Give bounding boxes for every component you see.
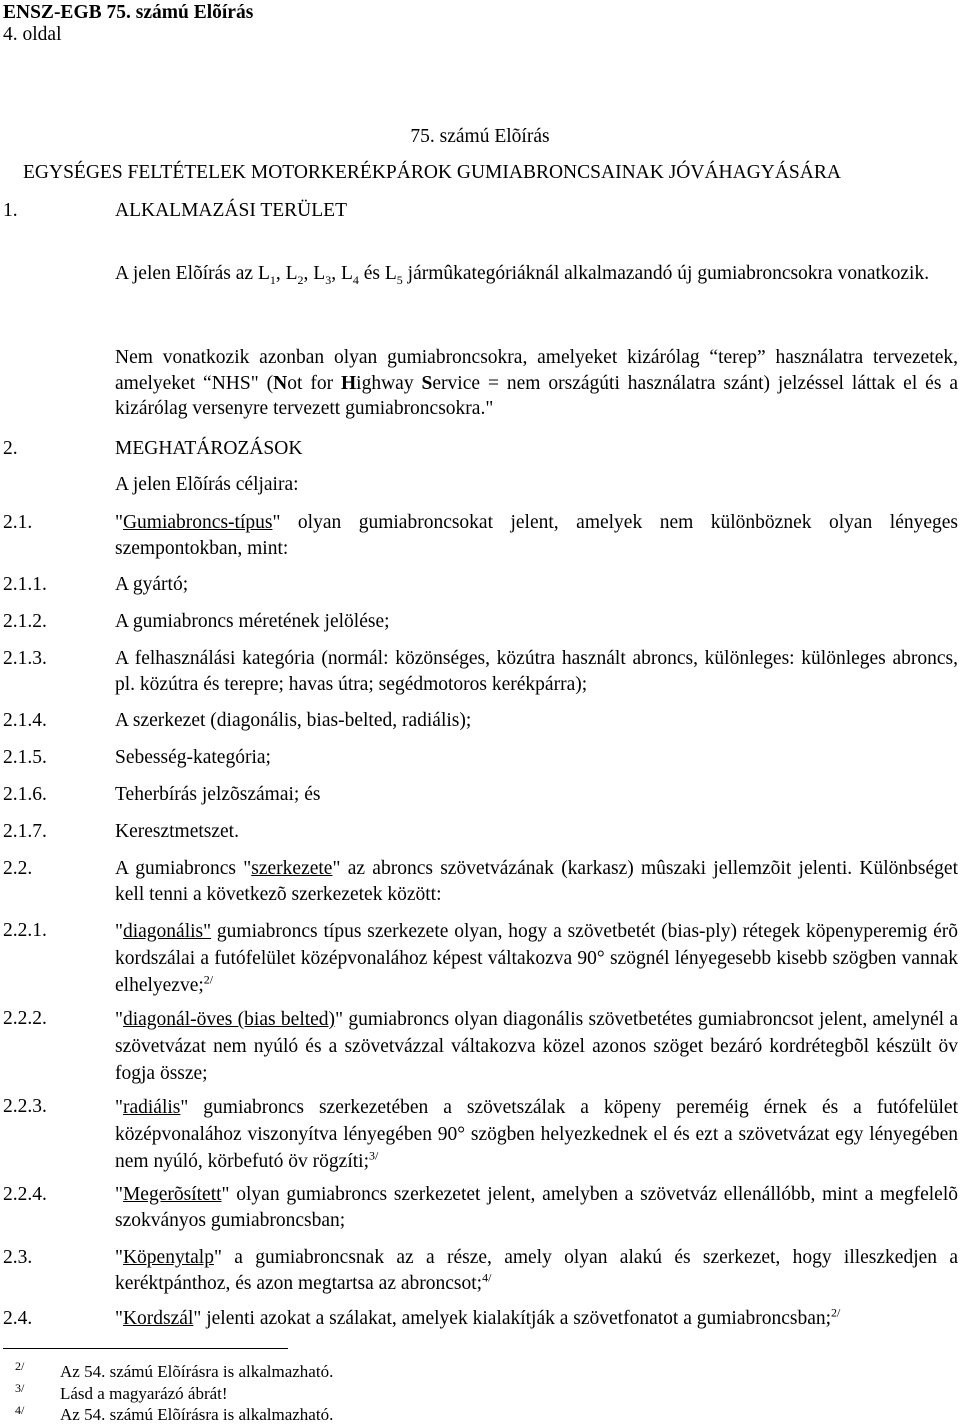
item-2-2-4-number: 2.2.4.	[3, 1184, 47, 1205]
item-2-1-5-text: Sebesség-kategória;	[115, 747, 271, 768]
item-2-4-text: "Kordszál" jelenti azokat a szálakat, amelyek kialakítják a szövetfonatot a gumiabroncsban;$^{2/}$	[115, 1305, 841, 1329]
regulation-title: EGYSÉGES FELTÉTELEK MOTORKERÉKPÁROK GUMIABRONCSAINAK JÓVÁHAGYÁSÁRA	[23, 162, 841, 183]
regulation-number: 75. számú Elõírás	[410, 126, 550, 147]
footnote-divider	[3, 1348, 288, 1349]
item-2-1-number: 2.1.	[3, 512, 33, 533]
item-2-2-2-number: 2.2.2.	[3, 1008, 47, 1029]
section-2-number: 2.	[3, 438, 18, 459]
item-2-1-3-text: A felhasználási kategória (normál: közönséges, közútra használt abroncs, különleges: különleges abroncs, pl. közútra és terepre; havas útra; segédmotoros kerékpárra);	[115, 648, 958, 695]
footnote-ref: 2/	[203, 972, 214, 987]
scope-paragraph-1: A jelen Elõírás az $L_1$, $L_2$, $L_3$, $L_4$ és $L_5$ jármûkategóriáknál alkalmazandó új gumiabroncsokra vonatkozik.	[115, 263, 930, 287]
item-2-1-1-text: A gyártó;	[115, 574, 189, 595]
item-2-2-3-text: "radiális" gumiabroncs szerkezetében a szövetszálak a köpeny pereméig érnek és a futófelület középvonalához viszonyítva lényegében 90° szögben helyezkednek el és ezt a szövetvázat egy lényegében nem nyúló, körbefutó öv rögzíti;$^{3/}$	[115, 1097, 958, 1172]
section-1-heading: ALKALMAZÁSI TERÜLET	[115, 200, 347, 221]
page-number: 4. oldal	[3, 24, 62, 45]
footnote-text: Az 54. számú Elõírásra is alkalmazható.	[60, 1362, 334, 1381]
section-2-heading: MEGHATÁROZÁSOK	[115, 438, 303, 459]
item-2-2-3-number: 2.2.3.	[3, 1096, 47, 1117]
definitions-intro: A jelen Elõírás céljaira:	[115, 474, 299, 495]
item-2-1-7-text: Keresztmetszet.	[115, 821, 239, 842]
footnote-ref: 4/	[482, 1270, 492, 1284]
item-2-3-text: "Köpenytalp" a gumiabroncsnak az a része, amely olyan alakú és szerkezet, hogy illeszkedjen a keréktpánthoz, és azon megtartsa az abroncsot;$^{4/}$	[115, 1247, 958, 1294]
item-2-4-number: 2.4.	[3, 1308, 33, 1329]
item-2-1-6-number: 2.1.6.	[3, 784, 47, 805]
item-2-1-4-number: 2.1.4.	[3, 710, 47, 731]
item-2-3-number: 2.3.	[3, 1247, 33, 1268]
item-2-1-4-text: A szerkezet (diagonális, bias-belted, radiális);	[115, 710, 472, 731]
footnote-mark: 2/	[15, 1359, 25, 1373]
footnote-mark: 4/	[15, 1403, 25, 1417]
footnote-ref: 2/	[831, 1305, 841, 1320]
item-2-1-3-number: 2.1.3.	[3, 648, 47, 669]
item-2-2-1-number: 2.2.1.	[3, 920, 47, 941]
item-2-1-1-number: 2.1.1.	[3, 574, 47, 595]
item-2-2-1-text: "diagonális" gumiabroncs típus szerkezete olyan, hogy a szövetbetét (bias-ply) rétegek köpenyperemig érõ kordszálai a futófelület középvonalához képest váltakozva 90° szögnél lényegesebb kisebb szögben vannak elhelyezve;$^{2/}$	[115, 921, 958, 996]
footnote-mark: 3/	[15, 1381, 25, 1395]
footnote-text: Lásd a magyarázó ábrát!	[60, 1384, 228, 1403]
item-2-1-2-text: A gumiabroncs méretének jelölése;	[115, 611, 390, 632]
item-2-1-2-number: 2.1.2.	[3, 611, 47, 632]
document-title: ENSZ-EGB 75. számú Elõírás	[3, 2, 254, 23]
item-2-2-2-text: "diagonál-öves (bias belted)" gumiabroncs olyan diagonális szövetbetétes gumiabroncsot jelent, amelynél a szövetvázat nem nyúló és a szövetvázzal váltakozva közel azonos szöget bezáró kordrétegbõl készült öv fogja össze;	[115, 1009, 958, 1084]
item-2-2-number: 2.2.	[3, 858, 33, 879]
item-2-1-5-number: 2.1.5.	[3, 747, 47, 768]
item-2-1-7-number: 2.1.7.	[3, 821, 47, 842]
footnote-ref: 3/	[369, 1148, 379, 1163]
item-2-2-4-text: "Megerõsített" olyan gumiabroncs szerkezetet jelent, amelyben a szövetváz ellenállóbb, mint a megfelelõ szokványos gumiabroncsban;	[115, 1184, 958, 1231]
footnote-text: Az 54. számú Elõírásra is alkalmazható.	[60, 1405, 334, 1424]
item-2-1-6-text: Teherbírás jelzõszámai; és	[115, 784, 321, 805]
item-2-2-text: A gumiabroncs "szerkezete" az abroncs szövetvázának (karkasz) mûszaki jellemzõit jelenti. Különbséget kell tenni a következõ szerkezetek között:	[115, 858, 958, 905]
scope-paragraph-2: Nem vonatkozik azonban olyan gumiabroncsokra, amelyeket kizárólag “terep” használatra tervezetek, amelyeket “NHS" (Not for Highway Service = nem országúti használatra szánt) jelzéssel láttak el és a kizárólag versenyre tervezett gumiabroncsokra."	[115, 347, 959, 419]
section-1-number: 1.	[3, 200, 18, 221]
item-2-1-text: "Gumiabroncs-típus" olyan gumiabroncsokat jelent, amelyek nem különböznek olyan lényeges szempontokban, mint:	[115, 512, 958, 559]
